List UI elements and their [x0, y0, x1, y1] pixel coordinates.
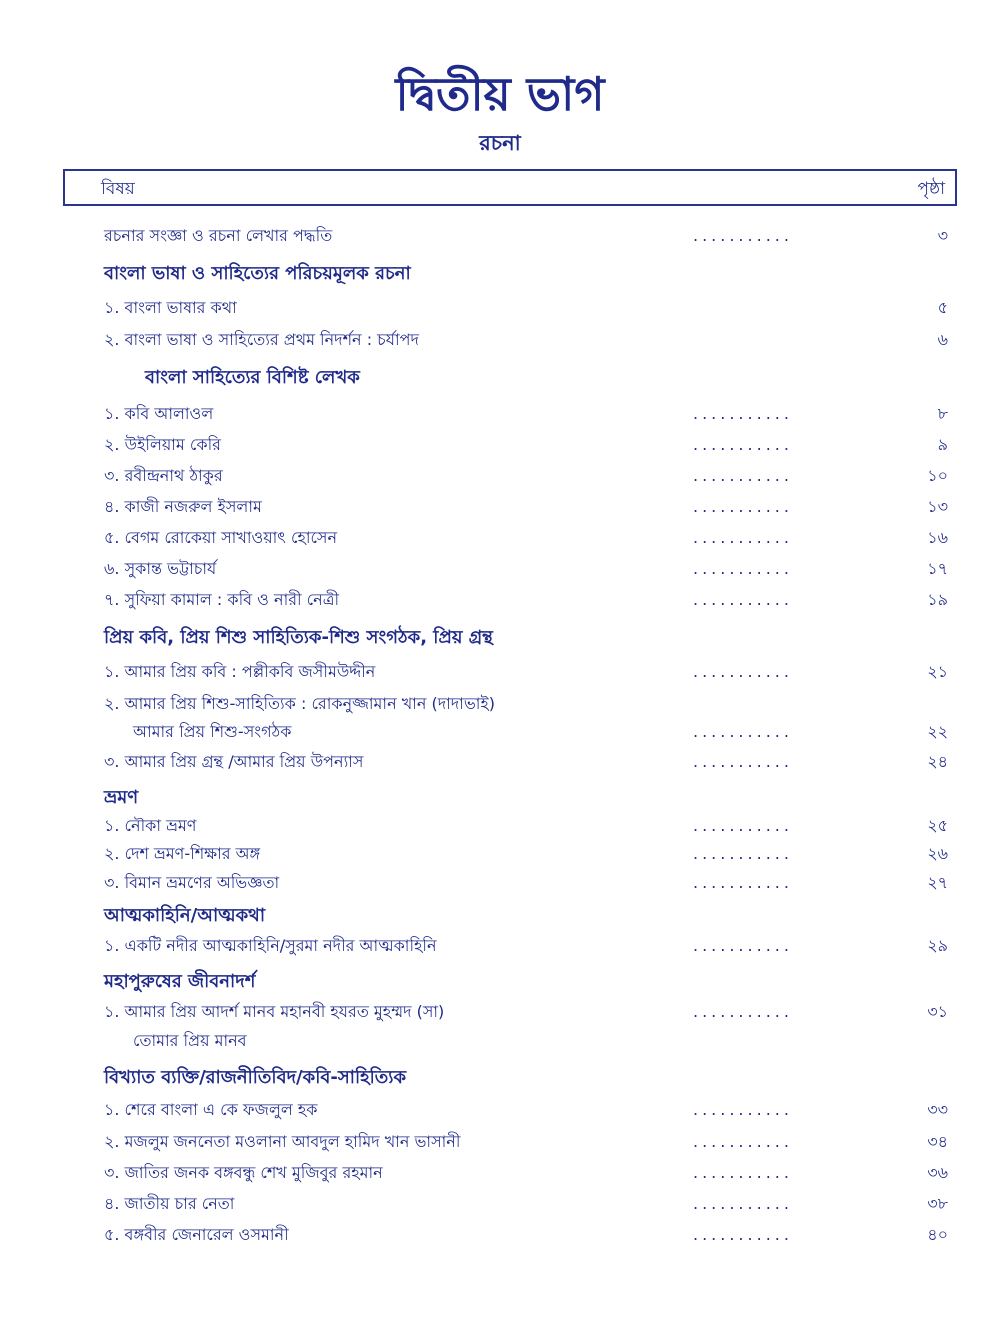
toc-entry — [0, 812, 1000, 842]
toc-entry — [0, 869, 1000, 899]
dot-leader: ........... — [693, 1132, 793, 1151]
page-number: ৩৪ — [927, 1132, 948, 1151]
page-number: ২৫ — [927, 816, 948, 835]
toc-entry — [0, 524, 1000, 554]
entry-title: ৫. বেগম রোকেয়া সাখাওয়াৎ হোসেন — [104, 528, 338, 547]
entry-title: ২. দেশ ভ্রমণ-শিক্ষার অঙ্গ — [104, 844, 261, 863]
toc-entry — [0, 840, 1000, 870]
entry-title: তোমার প্রিয় মানব — [133, 1031, 247, 1050]
toc-section-heading — [0, 902, 1000, 932]
section-title: বাংলা সাহিত্যের বিশিষ্ট লেখক — [145, 367, 360, 388]
page-number: ৩৬ — [927, 1163, 948, 1182]
entry-title: ১. একটি নদীর আত্মকাহিনি/সুরমা নদীর আত্মকাহিনি — [104, 936, 437, 955]
toc-entry — [0, 1027, 1000, 1057]
toc-entry — [0, 718, 1000, 748]
table-header — [63, 169, 957, 206]
entry-title: ৫. বঙ্গবীর জেনারেল ওসমানী — [104, 1225, 289, 1244]
page-number: ২১ — [927, 662, 948, 681]
toc-section-heading — [0, 968, 1000, 998]
page-number: ৫ — [937, 298, 948, 317]
section-title: প্রিয় কবি, প্রিয় শিশু সাহিত্যিক-শিশু সংগঠক, প্রিয় গ্রন্থ — [104, 627, 493, 648]
entry-title: ১. কবি আলাওল — [104, 404, 214, 423]
toc-entry — [0, 1190, 1000, 1220]
dot-leader: ........... — [693, 873, 793, 892]
dot-leader: ........... — [693, 1163, 793, 1182]
dot-leader: ........... — [693, 528, 793, 547]
toc-entry — [0, 658, 1000, 688]
toc-entry — [0, 294, 1000, 324]
page-number: ১৬ — [927, 528, 948, 547]
page-column-header: পৃষ্ঠা — [917, 179, 945, 199]
page-number: ৪০ — [927, 1225, 948, 1244]
toc-entry — [0, 690, 1000, 720]
toc-entry — [0, 462, 1000, 492]
toc-section-heading — [0, 784, 1000, 814]
toc-section-heading — [0, 364, 1000, 394]
dot-leader: ........... — [693, 466, 793, 485]
page-number: ১৩ — [927, 497, 948, 516]
toc-entry — [0, 1128, 1000, 1158]
dot-leader: ........... — [693, 590, 793, 609]
dot-leader: ........... — [693, 435, 793, 454]
entry-title: রচনার সংজ্ঞা ও রচনা লেখার পদ্ধতি — [104, 226, 333, 245]
page-number: ৩১ — [927, 1002, 948, 1021]
entry-title: ৩. রবীন্দ্রনাথ ঠাকুর — [104, 466, 223, 485]
toc-section-heading — [0, 624, 1000, 654]
page-title: দ্বিতীয় ভাগ — [395, 67, 605, 121]
entry-title: ৬. সুকান্ত ভট্টাচার্য — [104, 559, 217, 578]
entry-title: ৩. জাতির জনক বঙ্গবন্ধু শেখ মুজিবুর রহমান — [104, 1163, 383, 1182]
dot-leader: ........... — [693, 844, 793, 863]
dot-leader: ........... — [693, 1002, 793, 1021]
toc-entry — [0, 400, 1000, 430]
section-title: আত্মকাহিনি/আত্মকথা — [104, 905, 266, 926]
entry-title: ১. আমার প্রিয় কবি : পল্লীকবি জসীমউদ্দীন — [104, 662, 376, 681]
toc-entry — [0, 555, 1000, 585]
dot-leader: ........... — [693, 662, 793, 681]
dot-leader: ........... — [693, 559, 793, 578]
entry-title: ২. মজলুম জননেতা মওলানা আবদুল হামিদ খান ভাসানী — [104, 1132, 461, 1151]
section-title: মহাপুরুষের জীবনাদর্শ — [104, 971, 256, 992]
dot-leader: ........... — [693, 1100, 793, 1119]
page-number: ২৬ — [927, 844, 948, 863]
section-title: বিখ্যাত ব্যক্তি/রাজনীতিবিদ/কবি-সাহিত্যিক — [104, 1067, 407, 1088]
page-number: ৮ — [937, 404, 948, 423]
page-number: ২৭ — [927, 873, 948, 892]
entry-title: ৩. আমার প্রিয় গ্রন্থ /আমার প্রিয় উপন্যাস — [104, 752, 364, 771]
entry-title: ৪. কাজী নজরুল ইসলাম — [104, 497, 262, 516]
toc-entry — [0, 586, 1000, 616]
entry-title: ১. নৌকা ভ্রমণ — [104, 816, 197, 835]
toc-entry — [0, 431, 1000, 461]
toc-entry — [0, 1159, 1000, 1189]
toc-entry — [0, 222, 1000, 252]
page-number: ৯ — [937, 435, 948, 454]
page-number: ৩৮ — [927, 1194, 948, 1213]
toc-entry — [0, 1096, 1000, 1126]
dot-leader: ........... — [693, 1225, 793, 1244]
page-number: ২৪ — [927, 752, 948, 771]
toc-entry — [0, 998, 1000, 1028]
toc-entry — [0, 748, 1000, 778]
toc-entry — [0, 326, 1000, 356]
page-number: ১০ — [927, 466, 948, 485]
entry-title: ২. উইলিয়াম কেরি — [104, 435, 221, 454]
toc-entry — [0, 493, 1000, 523]
page-number: ৩ — [937, 226, 948, 245]
section-title: ভ্রমণ — [104, 787, 139, 808]
page-number: ১৭ — [927, 559, 948, 578]
entry-title: ২. বাংলা ভাষা ও সাহিত্যের প্রথম নিদর্শন : চর্যাপদ — [104, 330, 419, 349]
page-number: ৩৩ — [927, 1100, 948, 1119]
page-number: ১৯ — [927, 590, 948, 609]
entry-title: ২. আমার প্রিয় শিশু-সাহিত্যিক : রোকনুজ্জামান খান (দাদাভাই) — [104, 694, 495, 713]
dot-leader: ........... — [693, 226, 793, 245]
subject-column-header: বিষয় — [101, 179, 135, 199]
entry-title: ১. বাংলা ভাষার কথা — [104, 298, 237, 317]
page-subtitle: রচনা — [479, 131, 521, 155]
entry-title: ৩. বিমান ভ্রমণের অভিজ্ঞতা — [104, 873, 280, 892]
dot-leader: ........... — [693, 722, 793, 741]
entry-title: ১. শেরে বাংলা এ কে ফজলুল হক — [104, 1100, 318, 1119]
entry-title: ৪. জাতীয় চার নেতা — [104, 1194, 235, 1213]
entry-title: আমার প্রিয় শিশু-সংগঠক — [133, 722, 292, 741]
toc-entry — [0, 1221, 1000, 1251]
section-title: বাংলা ভাষা ও সাহিত্যের পরিচয়মূলক রচনা — [104, 263, 411, 284]
dot-leader: ........... — [693, 936, 793, 955]
entry-title: ১. আমার প্রিয় আদর্শ মানব মহানবী হযরত মুহম্মদ (সা) — [104, 1002, 445, 1021]
toc-section-heading — [0, 1064, 1000, 1094]
dot-leader: ........... — [693, 1194, 793, 1213]
page-number: ৬ — [937, 330, 948, 349]
dot-leader: ........... — [693, 497, 793, 516]
toc-section-heading — [0, 260, 1000, 290]
dot-leader: ........... — [693, 404, 793, 423]
page-number: ২৯ — [927, 936, 948, 955]
entry-title: ৭. সুফিয়া কামাল : কবি ও নারী নেত্রী — [104, 590, 340, 609]
dot-leader: ........... — [693, 816, 793, 835]
page-number: ২২ — [927, 722, 948, 741]
dot-leader: ........... — [693, 752, 793, 771]
toc-entry — [0, 932, 1000, 962]
